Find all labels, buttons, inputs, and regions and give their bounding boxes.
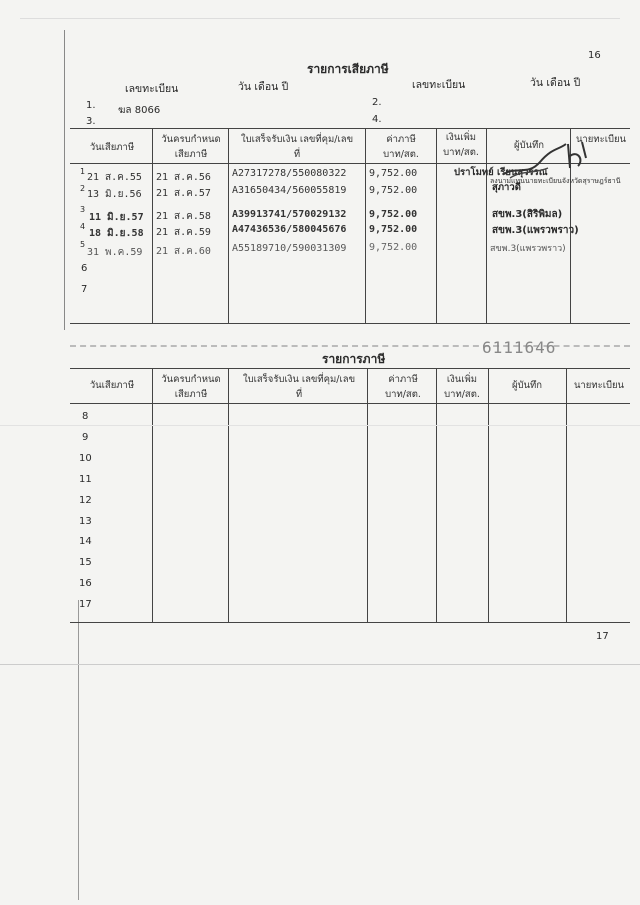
page-number-top: 16: [588, 50, 601, 61]
scan-top-edge: [20, 18, 620, 19]
recorder-cell: ปราโมทย์ เรียนสุวรรณ: [454, 167, 548, 178]
row-number: 7: [81, 284, 88, 295]
col-header-surcharge: เงินเพิ่ม บาท/สต.: [444, 374, 480, 400]
bottom-col-divider: [566, 368, 567, 622]
due-date-cell: 21 ส.ค.60: [156, 246, 211, 257]
reg-entry-value: ฆล 8066: [118, 105, 161, 116]
due-date-cell: 21 ส.ค.56: [156, 172, 211, 183]
top-col-divider: [365, 128, 366, 323]
paid-date-cell: 18 มิ.ย.58: [89, 228, 144, 239]
paid-date-cell: 31 พ.ค.59: [87, 247, 143, 258]
paid-date-cell: 11 มิ.ย.57: [89, 212, 144, 223]
top-table-top-border: [70, 128, 630, 129]
tax-cell: 9,752.00: [369, 242, 418, 253]
row-number: 16: [79, 578, 92, 589]
stamp-number: 6111646: [482, 338, 557, 357]
row-number: 3: [80, 205, 86, 214]
scan-fold-line: [0, 425, 640, 426]
col-header-surcharge: เงินเพิ่ม บาท/สต.: [443, 132, 479, 158]
recorder-cell: สขพ.3(แพรวพราว): [492, 225, 579, 236]
receipt-cell: A47436536/580045676: [232, 224, 347, 235]
tax-cell: 9,752.00: [369, 209, 418, 220]
col-header-registrar: นายทะเบียน: [575, 134, 627, 145]
signature-scribble: [560, 138, 608, 178]
top-col-divider: [436, 128, 437, 323]
col-header-tax: ค่าภาษี บาท/สต.: [383, 134, 419, 160]
date-label-left: วัน เดือน ปี: [238, 81, 289, 93]
recorder-cell: สุภาวดี: [492, 182, 521, 193]
bottom-table-header-border: [70, 403, 630, 404]
col-header-tax: ค่าภาษี บาท/สต.: [385, 374, 421, 400]
row-number: 8: [82, 411, 89, 422]
paid-date-cell: 13 มิ.ย.56: [87, 189, 142, 200]
row-number: 1: [80, 167, 86, 176]
date-label-right: วัน เดือน ปี: [530, 77, 581, 89]
row-number: 5: [80, 240, 86, 249]
receipt-cell: A27317278/550080322: [232, 168, 347, 179]
bottom-section-title: รายการภาษี: [322, 352, 386, 366]
bottom-col-divider: [436, 368, 437, 622]
row-number: 12: [79, 495, 92, 506]
col-header-due-date: วันครบกำหนด เสียภาษี: [161, 134, 221, 160]
reg-label-right: เลขทะเบียน: [412, 79, 466, 91]
reg-entry-no: 3.: [86, 116, 96, 127]
recorder-cell: สขพ.3(แพรวพราว): [490, 244, 566, 254]
bottom-table-top-border: [70, 368, 630, 369]
due-date-cell: 21 ส.ค.58: [156, 211, 211, 222]
col-header-recorder: ผู้บันทึก: [513, 140, 545, 151]
top-col-divider: [228, 128, 229, 323]
page-edge-left: [64, 30, 65, 330]
paid-date-cell: 21 ส.ค.55: [87, 172, 142, 183]
receipt-cell: A31650434/560055819: [232, 185, 347, 196]
receipt-cell: A55189710/590031309: [232, 243, 347, 254]
row-number: 11: [79, 474, 92, 485]
reg-entry-no: 2.: [372, 97, 382, 108]
row-number: 10: [79, 453, 92, 464]
tax-cell: 9,752.00: [369, 224, 418, 235]
reg-entry-no: 1.: [86, 100, 96, 111]
top-table-bottom-border: [70, 323, 630, 324]
col-header-paid-date: วันเสียภาษี: [89, 380, 135, 391]
row-number: 14: [79, 536, 92, 547]
row-number: 6: [81, 263, 88, 274]
scan-fold-line: [0, 664, 640, 665]
due-date-cell: 21 ส.ค.59: [156, 227, 211, 238]
row-number: 17: [79, 599, 92, 610]
col-header-receipt: ใบเสร็จรับเงิน เลขที่คุม/เลขที่: [240, 134, 354, 160]
receipt-cell: A39913741/570029132: [232, 209, 347, 220]
top-col-divider: [486, 128, 487, 323]
page-number-bottom: 17: [596, 631, 609, 642]
col-header-paid-date: วันเสียภาษี: [89, 142, 135, 153]
row-number: 15: [79, 557, 92, 568]
due-date-cell: 21 ส.ค.57: [156, 188, 211, 199]
col-header-registrar: นายทะเบียน: [573, 380, 625, 391]
page-edge-left-lower: [78, 600, 79, 900]
top-section-title: รายการเสียภาษี: [307, 62, 389, 76]
row-number: 4: [80, 222, 86, 231]
bottom-col-divider: [367, 368, 368, 622]
col-header-receipt: ใบเสร็จรับเงิน เลขที่คุม/เลขที่: [242, 374, 356, 400]
recorder-cell: สขพ.3(สิริพิมล): [492, 209, 563, 220]
bottom-col-divider: [488, 368, 489, 622]
bottom-col-divider: [228, 368, 229, 622]
col-header-recorder: ผู้บันทึก: [511, 380, 543, 391]
reg-entry-no: 4.: [372, 114, 382, 125]
bottom-table-bottom-border: [70, 622, 630, 623]
row-number: 13: [79, 516, 92, 527]
tax-cell: 9,752.00: [369, 185, 418, 196]
row-number: 2: [80, 184, 86, 193]
top-col-divider: [152, 128, 153, 323]
col-header-due-date: วันครบกำหนด เสียภาษี: [161, 374, 221, 400]
registrar-cell: ลงนามแทนนายทะเบียนจังหวัดสุราษฎร์ธานี: [490, 177, 621, 185]
tax-cell: 9,752.00: [369, 168, 418, 179]
row-number: 9: [82, 432, 89, 443]
bottom-col-divider: [152, 368, 153, 622]
reg-label-left: เลขทะเบียน: [125, 83, 179, 95]
